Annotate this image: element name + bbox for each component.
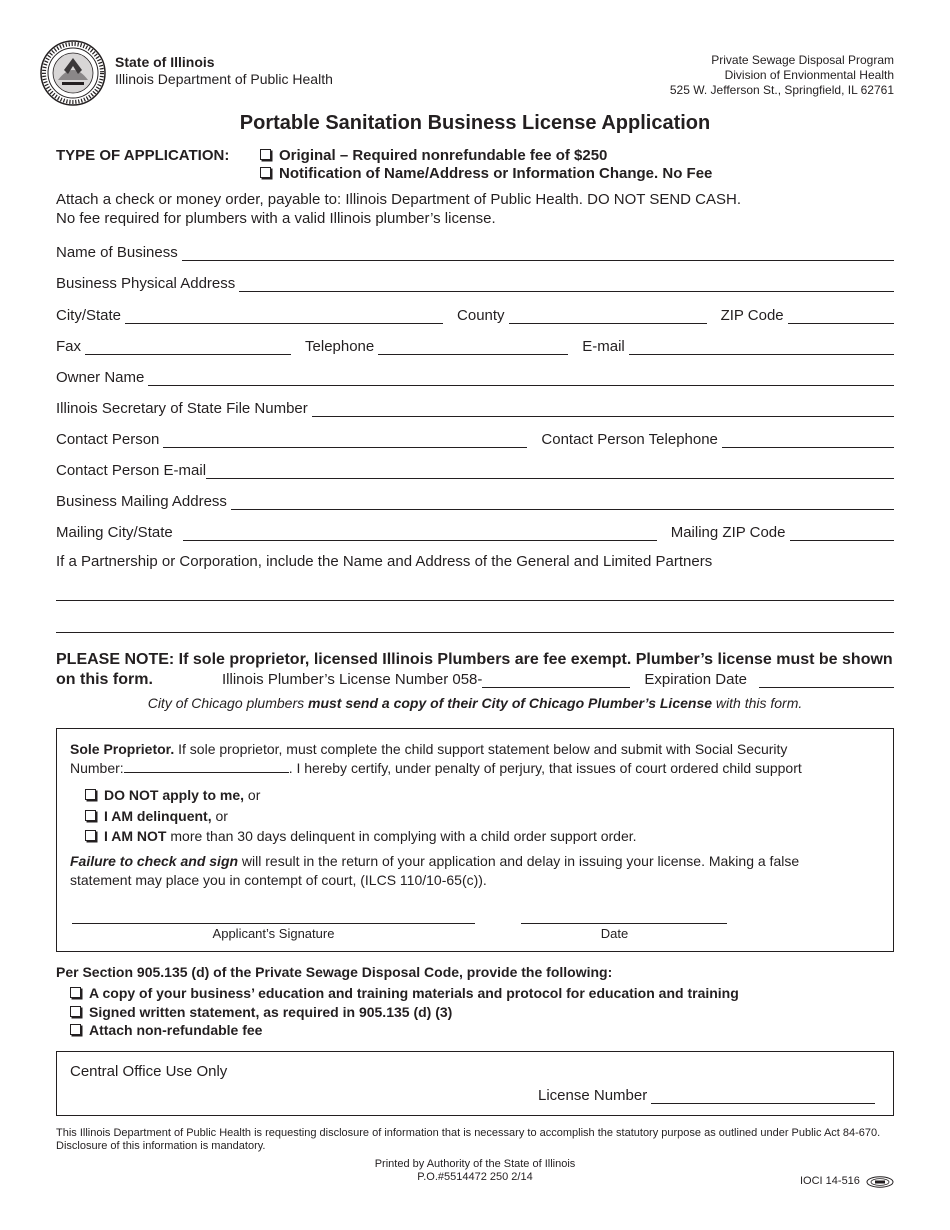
- partners-label: If a Partnership or Corporation, include the Name and Address of the General and Limited Partners: [56, 553, 713, 570]
- checkbox-icon[interactable]: [260, 149, 271, 160]
- business-name-field[interactable]: [182, 246, 894, 261]
- license-number-row: [538, 1087, 875, 1104]
- date-line[interactable]: [521, 923, 727, 924]
- sos-file-field[interactable]: [312, 402, 894, 417]
- owner-row: [56, 366, 894, 386]
- county-field[interactable]: [509, 309, 707, 324]
- expiration-label: Expiration Date: [644, 671, 747, 688]
- plumber-license-row: [222, 671, 894, 688]
- plumber-license-field[interactable]: [482, 673, 630, 688]
- mailing-city-row: [56, 521, 894, 541]
- license-number-field[interactable]: [651, 1089, 875, 1104]
- telephone-field[interactable]: [378, 340, 568, 355]
- mailing-address-row: [56, 490, 894, 510]
- option-delinquent[interactable]: I AM delinquent, or: [85, 806, 637, 827]
- sos-file-row: [56, 397, 894, 417]
- county-label: County: [457, 307, 505, 324]
- partners-line-2[interactable]: [56, 632, 894, 633]
- section-905-heading: Per Section 905.135 (d) of the Private Sewage Disposal Code, provide the following:: [56, 964, 613, 980]
- contact-numbers-row: [56, 335, 894, 355]
- payment-note: [56, 190, 741, 228]
- sole-proprietor-text: Sole Proprietor. If sole proprietor, must complete the child support statement below and submit with Social Security Number: . I hereby certify, under penalty of perjury, that issues of court ordered child support: [70, 741, 802, 776]
- ssn-field[interactable]: [124, 760, 289, 773]
- expiration-field[interactable]: [759, 673, 894, 688]
- office-use-label: Central Office Use Only: [70, 1063, 228, 1080]
- physical-address-field[interactable]: [239, 277, 894, 292]
- sole-proprietor-box: [56, 728, 894, 952]
- mailing-address-field[interactable]: [231, 495, 894, 510]
- contact-person-row: [56, 428, 894, 448]
- failure-warning: Failure to check and sign will result in the return of your application and delay in issuing your license. Making a false statement may place you in contempt of court, (ILCS 110/10-65(c)).: [70, 853, 800, 888]
- physical-address-row: [56, 272, 894, 292]
- plumber-note-bold: PLEASE NOTE: If sole proprietor, licensed Illinois Plumbers are fee exempt. Plumber’s license must be shown on this form.: [56, 651, 893, 688]
- office-address: 525 W. Jefferson St., Springfield, IL 62761: [669, 83, 894, 97]
- plumber-license-label: Illinois Plumber’s License Number 058-: [222, 671, 483, 688]
- checkbox-icon[interactable]: [70, 1006, 81, 1017]
- option-not-apply[interactable]: DO NOT apply to me, or: [85, 785, 637, 806]
- contact-person-label: Contact Person: [56, 431, 160, 448]
- city-county-zip-row: [56, 304, 894, 324]
- list-item[interactable]: A copy of your business’ education and training materials and protocol for education and training: [70, 984, 739, 1003]
- owner-label: Owner Name: [56, 369, 145, 386]
- chicago-note: City of Chicago plumbers must send a copy of their City of Chicago Plumber’s License with this form.: [147, 695, 803, 711]
- payment-note-line: No fee required for plumbers with a valid Illinois plumber’s license.: [56, 210, 496, 227]
- mailing-city-label: Mailing City/State: [56, 524, 173, 541]
- list-item[interactable]: Attach non-refundable fee: [70, 1021, 739, 1040]
- city-state-label: City/State: [56, 307, 122, 324]
- mailing-zip-label: Mailing ZIP Code: [670, 524, 786, 541]
- union-bug-icon: [866, 1175, 894, 1193]
- contact-email-field[interactable]: [206, 464, 894, 479]
- option-change[interactable]: Notification of Name/Address or Information Change. No Fee: [260, 165, 712, 183]
- program-address-block: [670, 53, 894, 98]
- checkbox-icon[interactable]: [85, 830, 96, 841]
- fax-field[interactable]: [85, 340, 291, 355]
- printed-by: Printed by Authority of the State of Illinois P.O.#5514472 250 2/14: [374, 1158, 576, 1183]
- disclosure-text: This Illinois Department of Public Health is requesting disclosure of information that is necessary to accomplish the statutory purpose as outlined under Public Act 84-670. Disclosure of this information is mandatory.: [56, 1127, 881, 1152]
- business-name-row: [56, 241, 894, 261]
- page-title: Portable Sanitation Business License Application: [239, 112, 711, 134]
- email-label: E-mail: [582, 338, 625, 355]
- contact-email-row: [56, 459, 894, 479]
- email-field[interactable]: [629, 340, 894, 355]
- division-name: Division of Envionmental Health: [724, 68, 894, 82]
- partners-line-1[interactable]: [56, 600, 894, 601]
- program-name: Private Sewage Disposal Program: [711, 53, 894, 67]
- sos-file-label: Illinois Secretary of State File Number: [56, 400, 308, 417]
- checkbox-icon[interactable]: [70, 987, 81, 998]
- department-name: Illinois Department of Public Health: [115, 71, 333, 87]
- signature-label: Applicant’s Signature: [212, 926, 335, 941]
- contact-phone-label: Contact Person Telephone: [541, 431, 718, 448]
- section-905-list: [70, 984, 739, 1040]
- child-support-options: [85, 785, 637, 847]
- zip-label: ZIP Code: [720, 307, 784, 324]
- checkbox-icon[interactable]: [70, 1024, 81, 1035]
- checkbox-icon[interactable]: [85, 789, 96, 800]
- telephone-label: Telephone: [305, 338, 375, 355]
- contact-person-field[interactable]: [163, 433, 527, 448]
- mailing-address-label: Business Mailing Address: [56, 493, 227, 510]
- mailing-zip-field[interactable]: [790, 526, 895, 541]
- checkbox-icon[interactable]: [260, 167, 271, 178]
- payment-note-line: Attach a check or money order, payable to: Illinois Department of Public Health. DO NOT SEND CASH.: [56, 191, 742, 208]
- date-label: Date: [600, 926, 629, 941]
- checkbox-icon[interactable]: [85, 810, 96, 821]
- list-item[interactable]: Signed written statement, as required in 905.135 (d) (3): [70, 1003, 739, 1022]
- option-original[interactable]: Original – Required nonrefundable fee of $250: [260, 147, 712, 165]
- city-state-field[interactable]: [125, 309, 443, 324]
- option-not-delinquent[interactable]: I AM NOT more than 30 days delinquent in complying with a child order support order.: [85, 826, 637, 847]
- fax-label: Fax: [56, 338, 82, 355]
- signature-line[interactable]: [72, 923, 475, 924]
- mailing-city-field[interactable]: [183, 526, 657, 541]
- license-number-label: License Number: [538, 1087, 648, 1104]
- owner-field[interactable]: [148, 371, 894, 386]
- office-use-box: [56, 1051, 894, 1116]
- application-type-options: [260, 147, 712, 183]
- contact-email-label: Contact Person E-mail: [56, 462, 207, 479]
- physical-address-label: Business Physical Address: [56, 275, 236, 292]
- zip-field[interactable]: [788, 309, 894, 324]
- application-type-label: TYPE OF APPLICATION:: [56, 147, 230, 164]
- state-name: State of Illinois: [115, 54, 215, 70]
- illinois-state-seal-icon: [40, 40, 106, 106]
- contact-phone-field[interactable]: [722, 433, 894, 448]
- business-name-label: Name of Business: [56, 244, 178, 261]
- form-id: IOCI 14-516: [800, 1175, 860, 1187]
